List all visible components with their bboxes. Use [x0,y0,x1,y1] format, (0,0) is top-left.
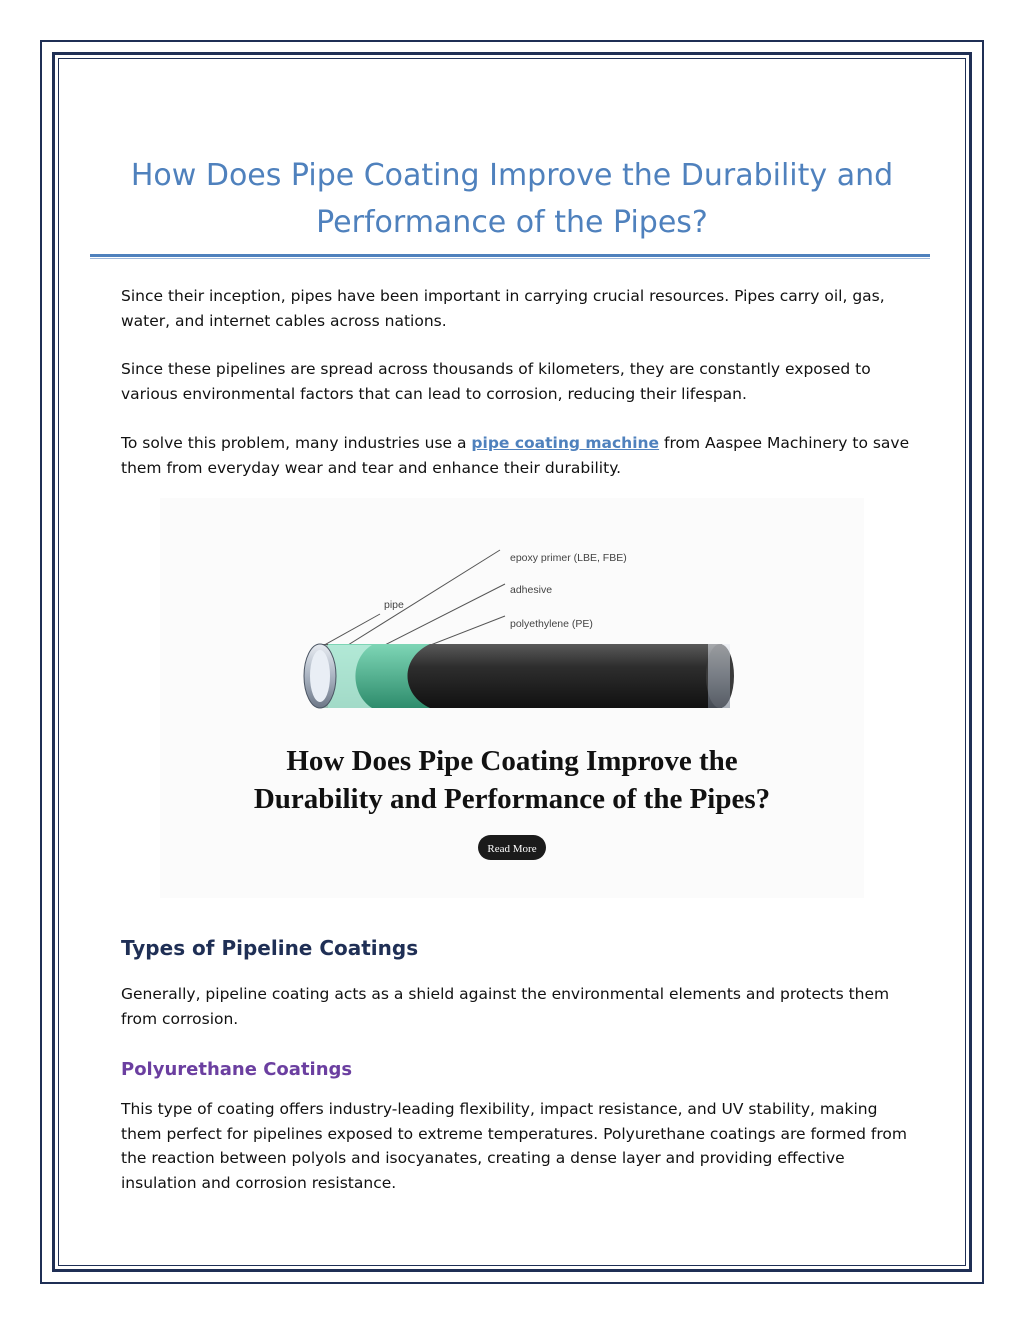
subsection-paragraph-1: This type of coating offers industry-leading flexibility, impact resistance, and UV stability, making them perfect for pipelines exposed to extreme temperatures. Polyurethane coatings are formed from the reaction between polyols and isocyanates, creating a dense layer and providing effective insulation and corrosion resistance. [121,1100,907,1192]
intro-paragraph-3 [121,431,911,480]
pipe-coating-illustration [160,498,864,898]
leader-line-epoxy [340,550,500,650]
pipe-coating-machine-link[interactable]: pipe coating machine [471,434,660,452]
title-line-1: How Does Pipe Coating Improve the Durability and [130,158,894,193]
title-line-2: Performance of the Pipes? [316,205,708,240]
subsection-heading-polyurethane: Polyurethane Coatings [121,1059,353,1080]
title-divider-shadow [90,258,930,259]
document-title [90,152,934,246]
pipe-inner-bore [310,650,330,702]
intro-paragraph-1: Since their inception, pipes have been important in carrying crucial resources. Pipes carry oil, gas, water, and internet cables across nations. [121,287,885,330]
pipe-coating-figure [160,498,864,898]
figure-caption-line-2: Durability and Performance of the Pipes? [253,783,771,815]
label-adhesive: adhesive [510,584,553,596]
pipe-right-collar [708,644,730,708]
read-more-label[interactable]: Read More [487,843,537,855]
figure-caption-line-1: How Does Pipe Coating Improve the [286,745,738,777]
label-pipe: pipe [384,599,404,611]
intro-paragraph-3-before: To solve this problem, many industries use a [121,434,472,452]
section-heading-types: Types of Pipeline Coatings [121,936,419,960]
title-divider [90,254,930,257]
intro-paragraph-3-after: from Aaspee Machinery to save them from everyday wear and tear and enhance their durability. [121,434,910,477]
section-paragraph-1: Generally, pipeline coating acts as a shield against the environmental elements and protects them from corrosion. [121,985,890,1028]
intro-paragraph-2: Since these pipelines are spread across thousands of kilometers, they are constantly exposed to various environmental factors that can lead to corrosion, reducing their lifespan. [121,360,871,403]
label-epoxy: epoxy primer (LBE, FBE) [510,552,627,564]
leader-line-adhesive [375,584,505,650]
label-polyethylene: polyethylene (PE) [510,618,593,630]
